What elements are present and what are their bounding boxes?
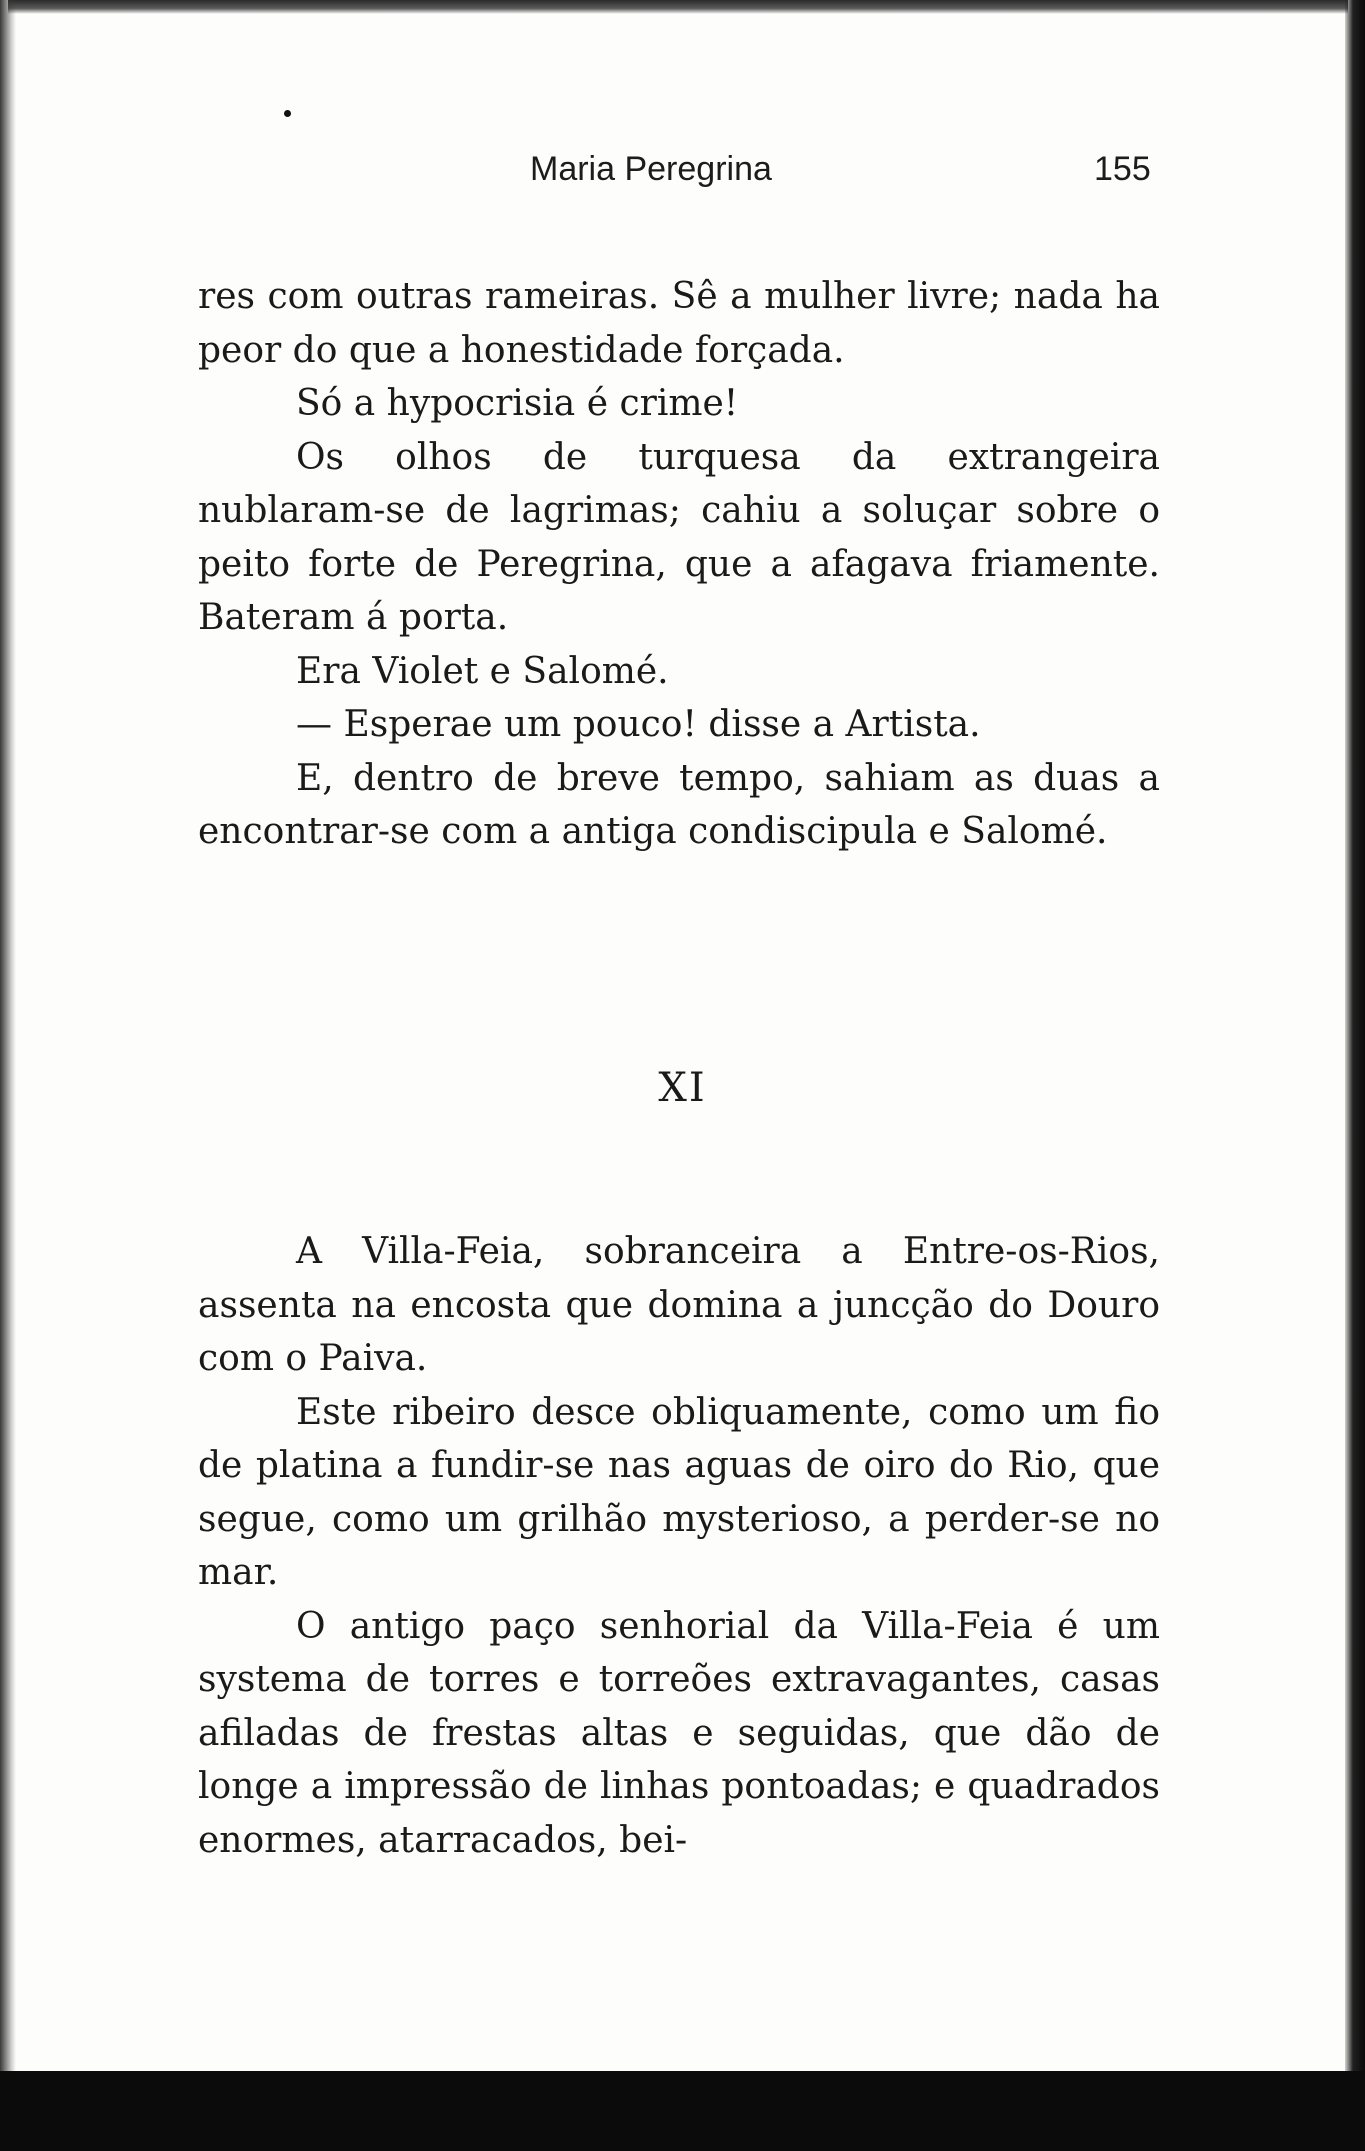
paragraph: A Villa-Feia, sobranceira a Entre-os-Rios, assenta na encosta que domina a juncção do Douro com o Paiva.	[198, 1231, 1160, 1379]
paragraph: Este ribeiro desce obliquamente, como um fio de platina a fundir-se nas aguas de oiro do Rio, que segue, como um grilhão mysterioso, a perder-se no mar.	[198, 1391, 1160, 1593]
paragraph: Era Violet e Salomé.	[296, 650, 669, 692]
chapter-heading: XI	[658, 1065, 707, 1111]
ink-speck	[284, 110, 291, 117]
text-block-before-chapter	[198, 270, 1160, 859]
running-title: Maria Peregrina	[530, 150, 772, 188]
paragraph: Só a hypocrisia é crime!	[296, 383, 739, 424]
page-number: 155	[1094, 150, 1151, 188]
paragraph: res com outras rameiras. Sê a mulher livre; nada ha peor do que a honestidade forçada.	[198, 276, 1160, 371]
paragraph: Os olhos de turquesa da extrangeira nublaram-se de lagrimas; cahiu a soluçar sobre o peito forte de Peregrina, que a afagava friamente. Bateram á porta.	[198, 436, 1160, 638]
page-bottom-shadow	[0, 2071, 1365, 2151]
paragraph: — Esperae um pouco! disse a Artista.	[296, 704, 981, 745]
page-top-shadow	[8, 0, 1348, 14]
running-header	[0, 150, 1365, 200]
text-block-after-chapter	[198, 1225, 1160, 1867]
paragraph: E, dentro de breve tempo, sahiam as duas a encontrar-se com a antiga condiscipula e Salomé.	[198, 757, 1160, 852]
paragraph: O antigo paço senhorial da Villa-Feia é um systema de torres e torreões extravagantes, casas afiladas de frestas altas e seguidas, que dão de longe a impressão de linhas pontoadas; e quadrados enormes, atarracados, bei-	[198, 1605, 1160, 1861]
